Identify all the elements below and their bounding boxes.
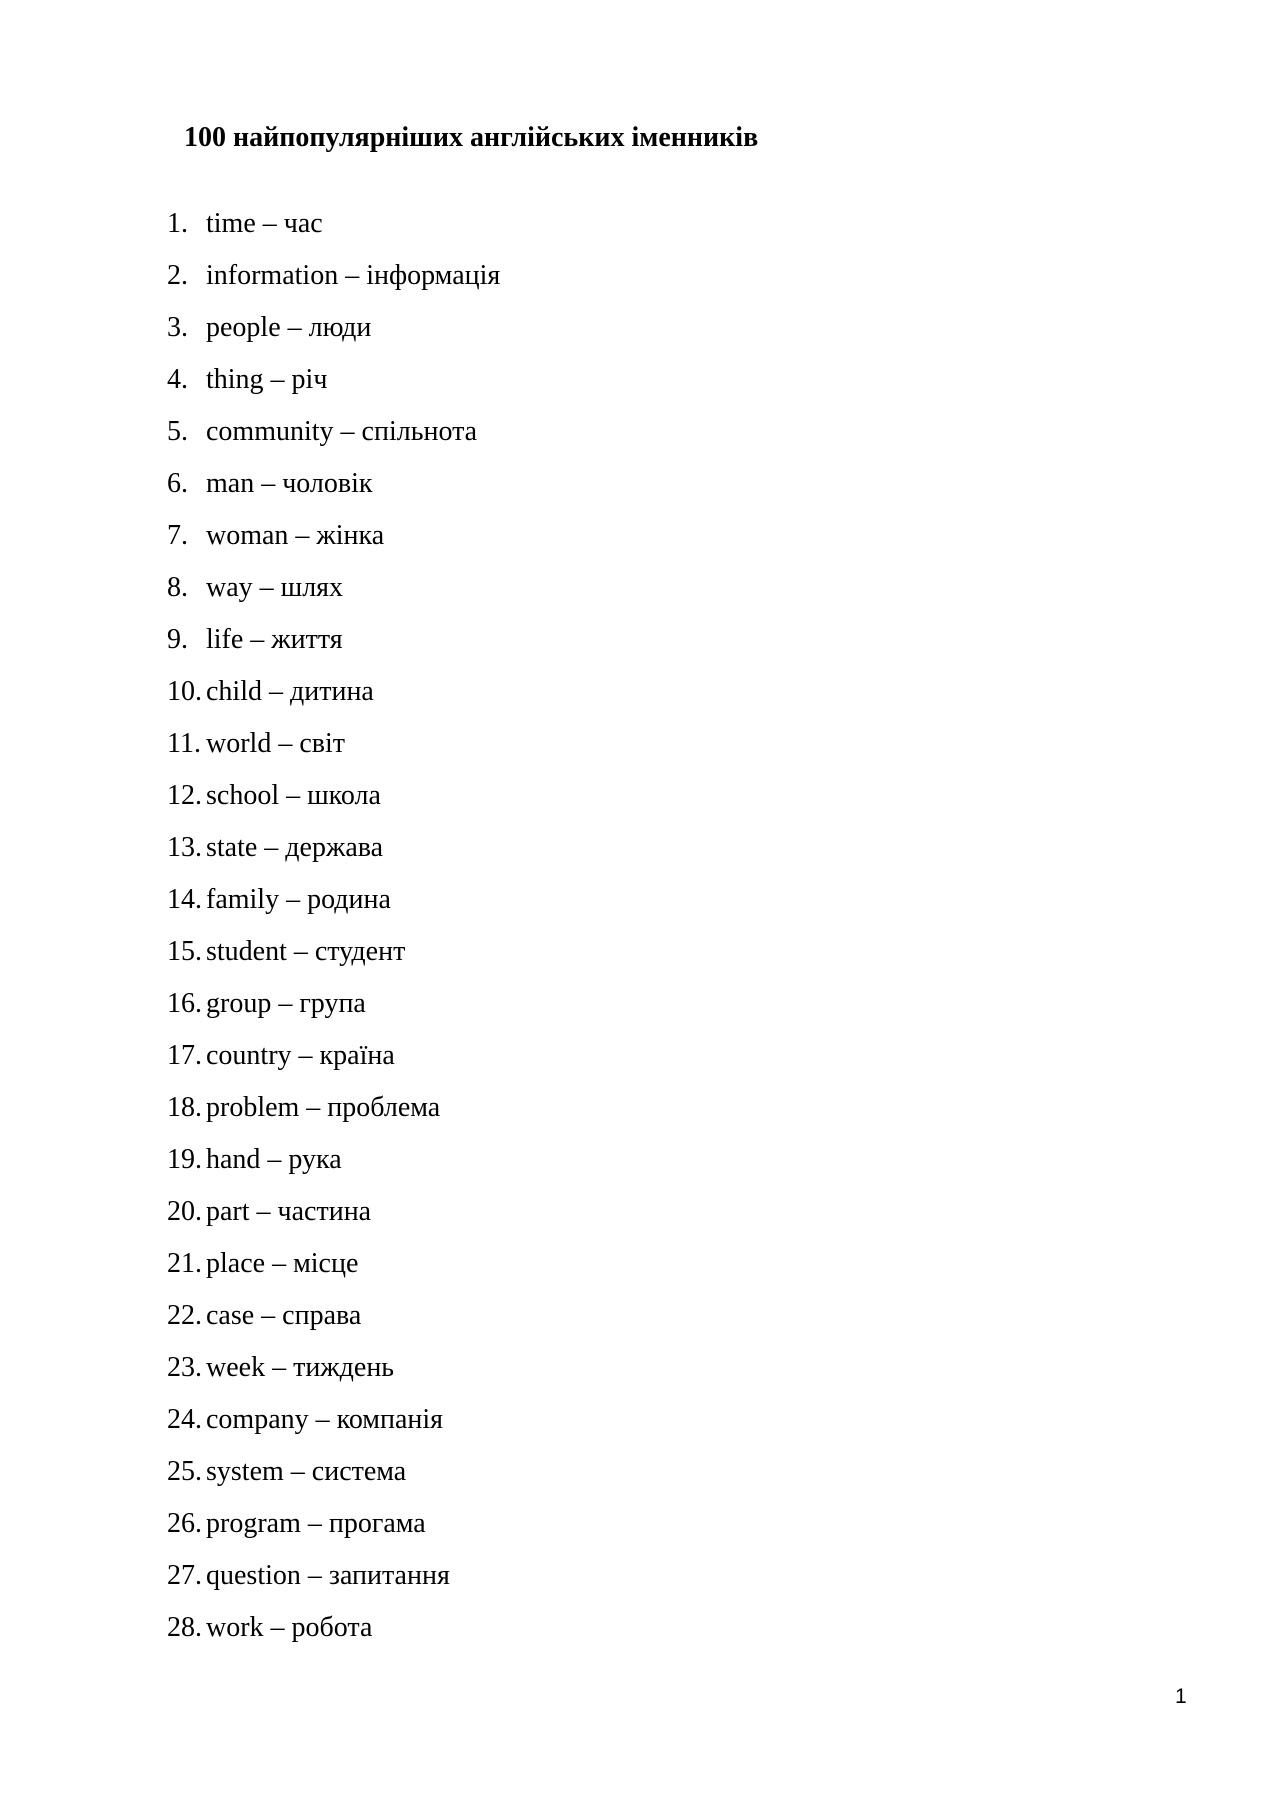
- list-item-number: 7.: [167, 520, 188, 551]
- list-item-number: 1.: [167, 208, 188, 239]
- list-item: [167, 1401, 500, 1453]
- list-item-text: community – спільнота: [206, 416, 478, 447]
- list-item-number: 26.: [167, 1508, 202, 1539]
- list-item: [167, 257, 500, 309]
- list-item-number: 2.: [167, 260, 188, 291]
- list-item-number: 16.: [167, 988, 202, 1019]
- list-item-text: time – час: [206, 208, 323, 239]
- list-item-text: man – чоловік: [206, 468, 373, 499]
- list-item-number: 27.: [167, 1560, 202, 1591]
- list-item: [167, 1609, 500, 1661]
- list-item: [167, 1245, 500, 1297]
- list-item: [167, 933, 500, 985]
- list-item: [167, 777, 500, 829]
- list-item-text: school – школа: [206, 780, 381, 811]
- list-item-text: question – запитання: [206, 1560, 450, 1591]
- list-item-text: company – компанія: [206, 1404, 444, 1435]
- list-item-number: 5.: [167, 416, 188, 447]
- list-item: [167, 829, 500, 881]
- list-item-text: problem – проблема: [206, 1092, 441, 1123]
- list-item-number: 11.: [167, 728, 201, 759]
- list-item-number: 25.: [167, 1456, 202, 1487]
- list-item-number: 13.: [167, 832, 202, 863]
- list-item-number: 28.: [167, 1612, 202, 1643]
- list-item: [167, 621, 500, 673]
- list-item: [167, 881, 500, 933]
- list-item: [167, 1193, 500, 1245]
- list-item-text: state – держава: [206, 832, 384, 863]
- list-item-text: hand – рука: [206, 1144, 342, 1175]
- list-item-text: way – шлях: [206, 572, 344, 603]
- list-item: [167, 361, 500, 413]
- list-item-text: woman – жінка: [206, 520, 385, 551]
- list-item-text: system – система: [206, 1456, 407, 1487]
- list-item-text: family – родина: [206, 884, 391, 915]
- list-item-number: 19.: [167, 1144, 202, 1175]
- list-item: [167, 1505, 500, 1557]
- list-item-text: week – тиждень: [206, 1352, 395, 1383]
- list-item: [167, 413, 500, 465]
- list-item: [167, 1557, 500, 1609]
- list-item-number: 8.: [167, 572, 188, 603]
- document-title: 100 найпопулярніших англійських іменників: [184, 122, 759, 153]
- list-item: [167, 1089, 500, 1141]
- list-item-text: information – інформація: [206, 260, 501, 291]
- list-item: [167, 205, 500, 257]
- list-item-number: 12.: [167, 780, 202, 811]
- list-item: [167, 517, 500, 569]
- list-item-number: 14.: [167, 884, 202, 915]
- list-item: [167, 985, 500, 1037]
- list-item-number: 10.: [167, 676, 202, 707]
- list-item: [167, 1349, 500, 1401]
- list-item-number: 9.: [167, 624, 188, 655]
- list-item-number: 22.: [167, 1300, 202, 1331]
- list-item-text: child – дитина: [206, 676, 374, 707]
- list-item-text: program – прогама: [206, 1508, 426, 1539]
- list-item-number: 15.: [167, 936, 202, 967]
- list-item: [167, 1037, 500, 1089]
- list-item: [167, 1453, 500, 1505]
- list-item-number: 21.: [167, 1248, 202, 1279]
- list-item-number: 23.: [167, 1352, 202, 1383]
- list-item-number: 4.: [167, 364, 188, 395]
- noun-list: [167, 205, 500, 1661]
- list-item-number: 6.: [167, 468, 188, 499]
- list-item-number: 17.: [167, 1040, 202, 1071]
- list-item-text: life – життя: [206, 624, 343, 655]
- list-item: [167, 673, 500, 725]
- list-item-text: world – світ: [206, 728, 345, 759]
- list-item: [167, 569, 500, 621]
- list-item-text: work – робота: [206, 1612, 373, 1643]
- page-number: 1: [1175, 1685, 1187, 1708]
- list-item-text: place – місце: [206, 1248, 359, 1279]
- list-item: [167, 1297, 500, 1349]
- list-item-text: thing – річ: [206, 364, 328, 395]
- list-item-text: people – люди: [206, 312, 372, 343]
- list-item-number: 20.: [167, 1196, 202, 1227]
- list-item-text: country – країна: [206, 1040, 395, 1071]
- list-item-text: part – частина: [206, 1196, 372, 1227]
- list-item-number: 18.: [167, 1092, 202, 1123]
- list-item-number: 3.: [167, 312, 188, 343]
- list-item-text: student – студент: [206, 936, 406, 967]
- list-item: [167, 309, 500, 361]
- list-item: [167, 1141, 500, 1193]
- list-item: [167, 725, 500, 777]
- list-item-text: group – група: [206, 988, 366, 1019]
- list-item-text: case – справа: [206, 1300, 362, 1331]
- list-item-number: 24.: [167, 1404, 202, 1435]
- list-item: [167, 465, 500, 517]
